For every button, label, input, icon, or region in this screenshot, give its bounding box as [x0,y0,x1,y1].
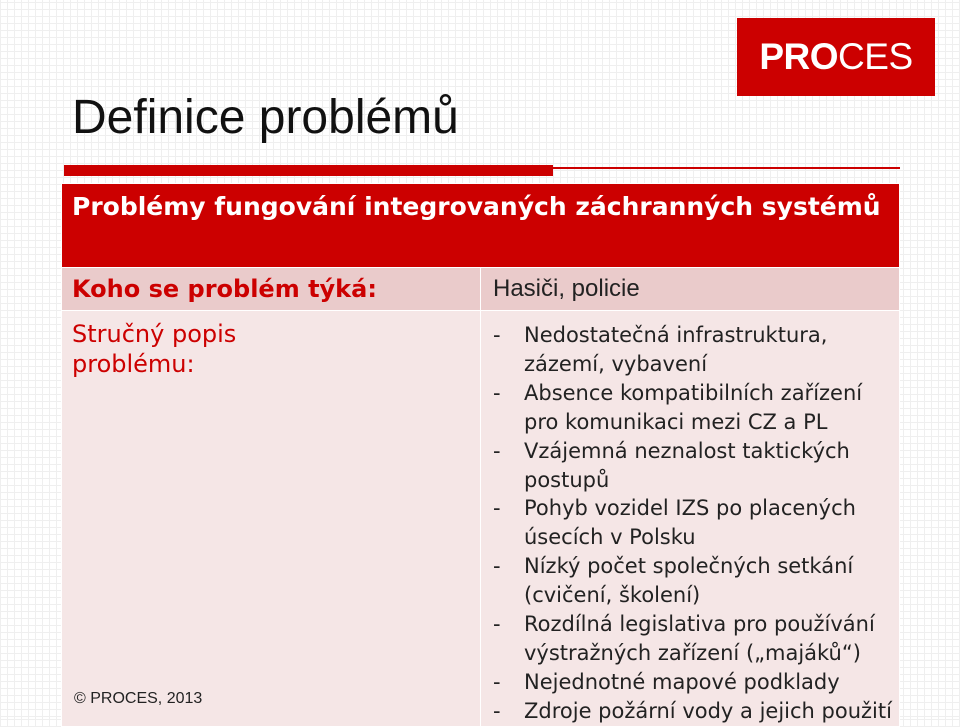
list-dash: - [493,554,501,579]
list-item-line: výstražných zařízení („majáků“) [524,640,861,665]
page-title: Definice problémů [72,91,459,144]
table-row [62,311,900,727]
description-cell [481,311,900,727]
list-item-line: Absence kompatibilních zařízení [524,380,863,405]
list-item [493,379,899,437]
list-item [493,697,899,726]
table-header: Problémy fungování integrovaných záchranných systémů [62,184,900,268]
list-item-line: Rozdílná legislativa pro používání [524,612,875,637]
list-item-line: (cvičení, školení) [524,583,701,608]
list-item-line: pro komunikaci mezi CZ a PL [524,409,828,434]
list-item-line: Nejednotné mapové podklady [524,669,840,694]
list-item-line: Nedostatečná infrastruktura, [524,323,828,347]
list-dash: - [493,669,501,694]
logo-text-bold: PRO [759,36,839,77]
table-row [62,268,900,311]
list-dash: - [493,323,501,347]
problem-table [61,183,900,727]
description-label: Stručný popis problému: [72,320,237,378]
proces-logo [737,18,935,96]
title-underline-thick [64,165,553,176]
who-value: Hasiči, policie [481,268,900,311]
problem-list [481,311,899,726]
list-item [493,321,899,379]
list-item [493,494,899,552]
list-item [493,668,899,697]
list-item-line: úsecích v Polsku [524,525,696,550]
list-item-line: Zdroje požární vody a jejich použití [524,698,892,723]
list-item [493,552,899,610]
list-dash: - [493,438,501,463]
list-item-line: zázemí, vybavení [524,351,708,376]
logo-text-normal: CES [838,36,913,77]
list-item [493,437,899,495]
copyright-text: © PROCES, 2013 [74,689,203,707]
list-dash: - [493,496,501,521]
list-dash: - [493,698,501,723]
list-dash: - [493,380,501,405]
description-label-cell [62,311,481,727]
list-item [493,610,899,668]
list-item-line: postupů [524,467,610,492]
list-item-line: Vzájemná neznalost taktických [524,438,850,463]
title-underline-thin [553,167,900,169]
list-item-line: Pohyb vozidel IZS po placených [524,496,856,521]
list-dash: - [493,612,501,637]
list-item-line: Nízký počet společných setkání [524,554,854,579]
who-label: Koho se problém týká: [62,268,481,311]
